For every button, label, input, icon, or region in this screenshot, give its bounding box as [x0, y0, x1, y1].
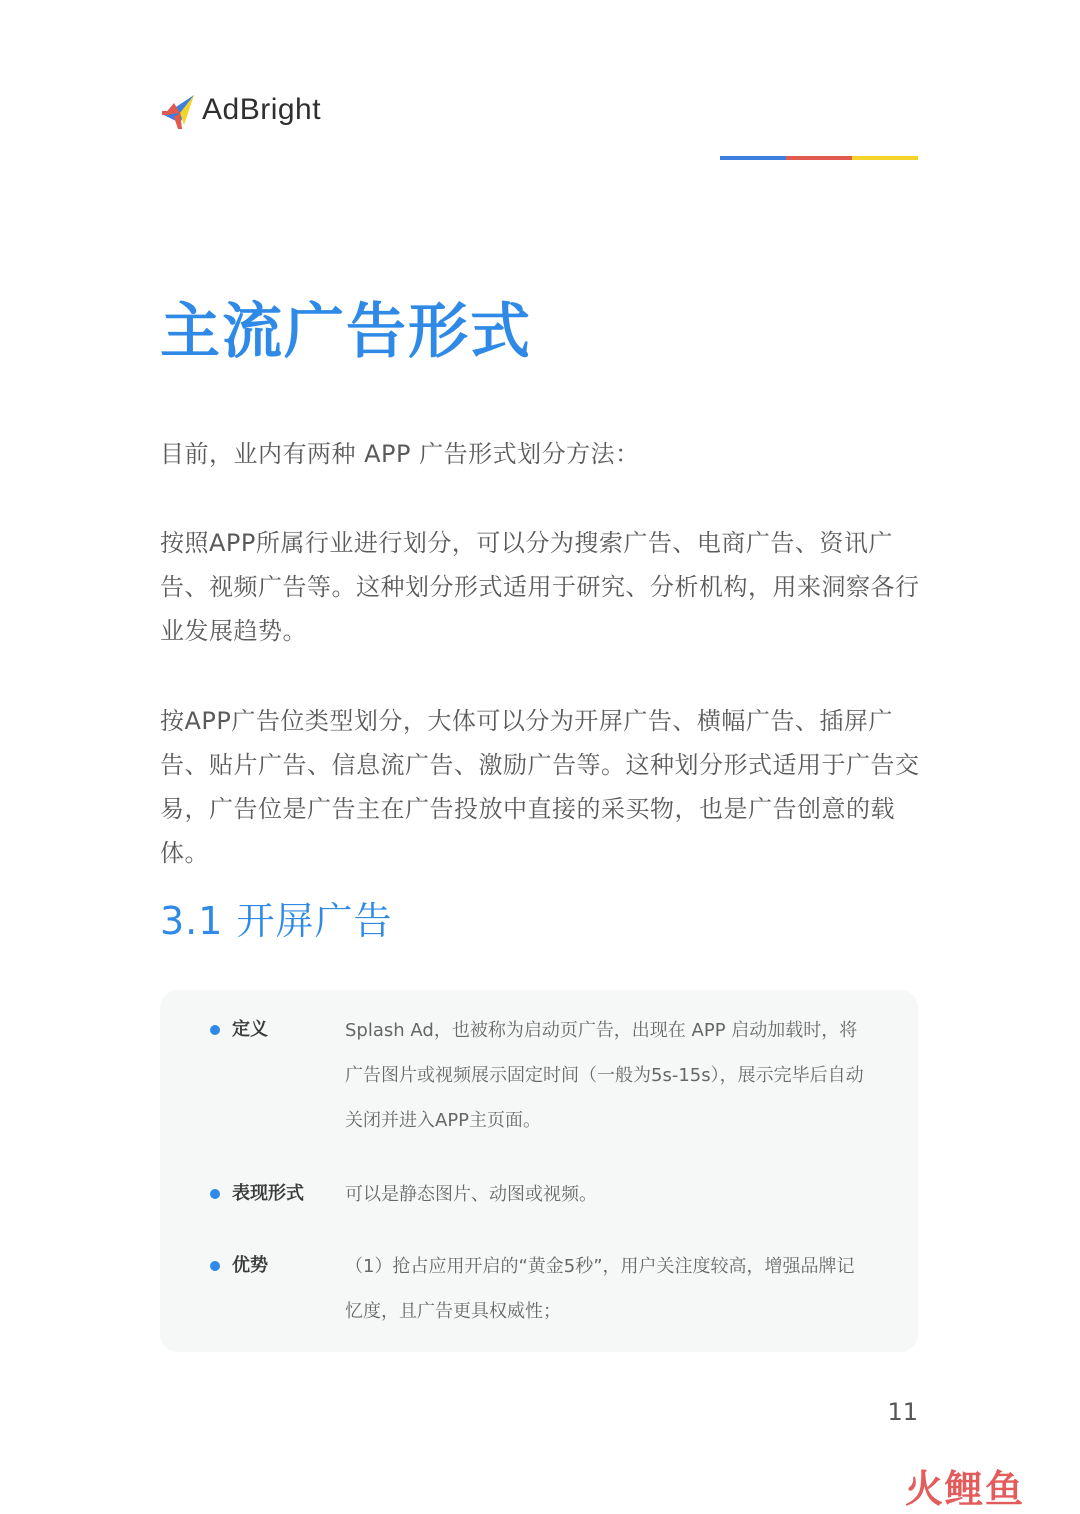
advantage-text: （1）抢占应用开启的“黄金5秒”，用户关注度较高，增强品牌记忆度，且广告更具权威性；: [345, 1256, 855, 1322]
intro-paragraph: 目前，业内有两种 APP 广告形式划分方法：: [160, 440, 640, 468]
color-bar-yellow: [852, 156, 918, 160]
bullet-dot-icon: [210, 1261, 220, 1271]
paragraph-ad-slot: 按APP广告位类型划分，大体可以分为开屏广告、横幅广告、插屏广告、贴片广告、信息流广告、激励广告等。这种划分形式适用于广告交易，广告位是广告主在广告投放中直接的采买物，也是广告创意的载体。: [160, 707, 920, 867]
presentation-text: 可以是静态图片、动图或视频。: [345, 1184, 597, 1205]
brand-name: AdBright: [202, 93, 322, 126]
paragraph-industry: 按照APP所属行业进行划分，可以分为搜索广告、电商广告、资讯广告、视频广告等。这种划分形式适用于研究、分析机构，用来洞察各行业发展趋势。: [160, 529, 920, 645]
advantage-label: 优势: [232, 1255, 268, 1276]
bullet-dot-icon: [210, 1189, 220, 1199]
section-title: 3.1 开屏广告: [160, 899, 393, 943]
brand-logo: [160, 88, 321, 132]
color-bar-red: [786, 156, 852, 160]
color-bar-blue: [720, 156, 786, 160]
rocket-logo-icon: [160, 89, 198, 131]
bullet-dot-icon: [210, 1025, 220, 1035]
header-color-bar: [720, 156, 918, 160]
definition-label: 定义: [232, 1019, 268, 1040]
page-title: 主流广告形式: [160, 297, 532, 367]
definition-text: Splash Ad，也被称为启动页广告，出现在 APP 启动加载时，将广告图片或视频展示固定时间（一般为5s-15s），展示完毕后自动关闭并进入APP主页面。: [345, 1020, 864, 1131]
presentation-label: 表现形式: [232, 1183, 304, 1204]
page-number: 11: [887, 1398, 918, 1426]
watermark: 火鲤鱼: [905, 1467, 1026, 1511]
definition-card: [160, 990, 918, 1352]
